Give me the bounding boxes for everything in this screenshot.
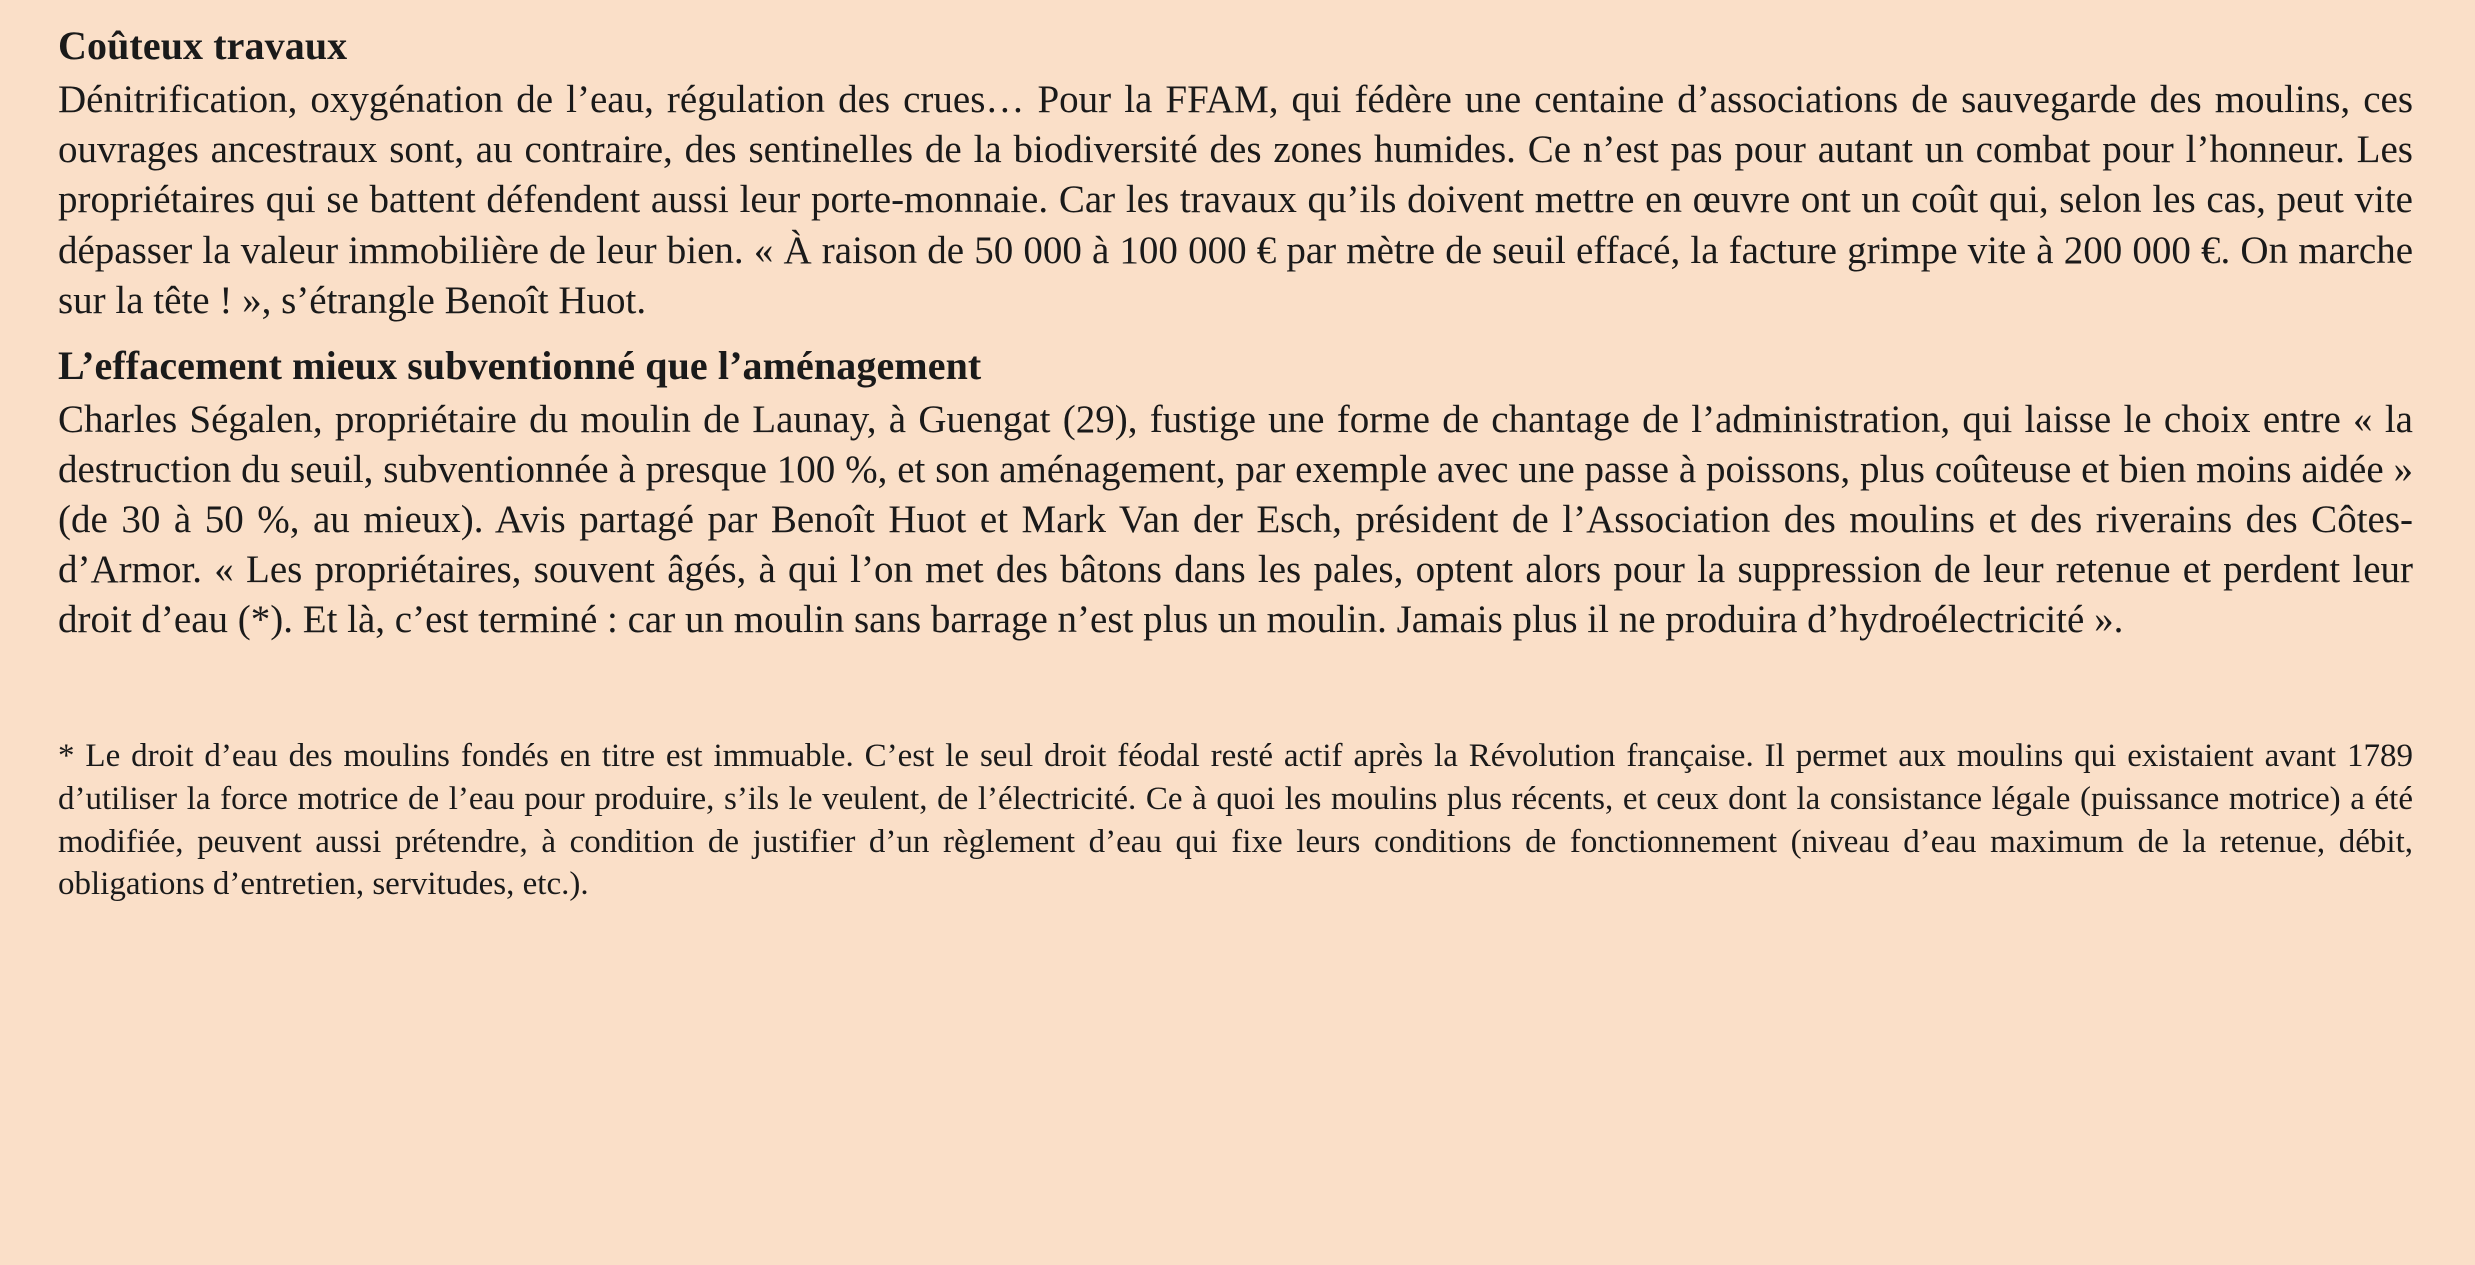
paragraph-costly-works: Dénitrification, oxygénation de l’eau, régulation des crues… Pour la FFAM, qui fédère une centaine d’associations de sauvegarde des moulins, ces ouvrages ancestraux sont, au contraire, des sentinelles de la biodiversité des zones humides. Ce n’est pas pour autant un combat pour l’honneur. Les propriétaires qui se battent défendent aussi leur porte-monnaie. Car les travaux qu’ils doivent mettre en œuvre ont un coût qui, selon les cas, peut vite dépasser la valeur immobilière de leur bien. « À raison de 50 000 à 100 000 € par mètre de seuil effacé, la facture grimpe vite à 200 000 €. On marche sur la tête ! », s’étrangle Benoît Huot.: [58, 78, 2413, 322]
heading-subsidy: L’effacement mieux subventionné que l’aménagement: [58, 342, 982, 388]
heading-costly-works: Coûteux travaux: [58, 23, 348, 68]
paragraph-subsidy: Charles Ségalen, propriétaire du moulin de Launay, à Guengat (29), fustige une forme de chantage de l’administration, qui laisse le choix entre « la destruction du seuil, subventionnée à presque 100 %, et son aménagement, par exemple avec une passe à poissons, plus coûteuse et bien moins aidée » (de 30 à 50 %, au mieux). Avis partagé par Benoît Huot et Mark Van der Esch, président de l’Association des moulins et des riverains des Côtes-d’Armor. « Les propriétaires, souvent âgés, à qui l’on met des bâtons dans les pales, optent alors pour la suppression de leur retenue et perdent leur droit d’eau (*). Et là, c’est terminé : car un moulin sans barrage n’est plus un moulin. Jamais plus il ne produira d’hydroélectricité ».: [58, 397, 2413, 642]
footnote-water-right: * Le droit d’eau des moulins fondés en titre est immuable. C’est le seul droit féodal resté actif après la Révolution française. Il permet aux moulins qui existaient avant 1789 d’utiliser la force motrice de l’eau pour produire, s’ils le veulent, de l’électricité. Ce à quoi les moulins plus récents, et ceux dont la consistance légale (puissance motrice) a été modifiée, peuvent aussi prétendre, à condition de justifier d’un règlement d’eau qui fixe leurs conditions de fonctionnement (niveau d’eau maximum de la retenue, débit, obligations d’entretien, servitudes, etc.).: [58, 738, 2413, 903]
article-body: [58, 22, 2413, 906]
section-spacer: [58, 661, 2413, 735]
